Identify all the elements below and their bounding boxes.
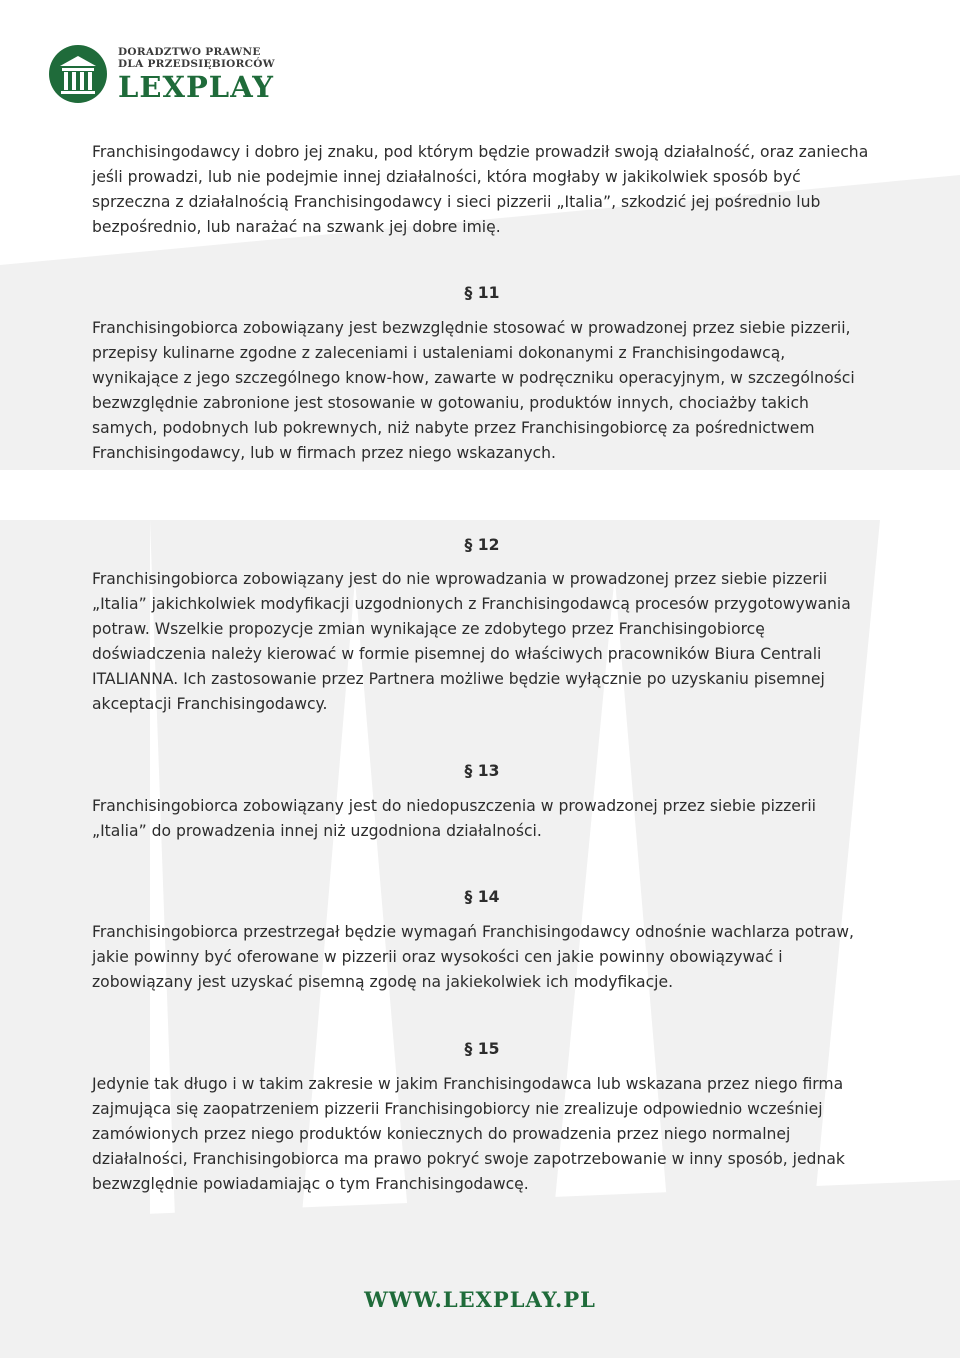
logo-tagline-2: DLA PRZEDSIĘBIORCÓW — [118, 58, 275, 70]
section-13-paragraph: Franchisingobiorca zobowiązany jest do niedopuszczenia w prowadzonej przez siebie pizzerii „Italia” do prowadzenia innej niż uzgodniona działalności. — [92, 797, 816, 840]
section-15-block — [92, 1072, 872, 1197]
section-15-heading — [92, 1039, 872, 1058]
section-heading-text: § 12 — [464, 536, 500, 554]
section-12-paragraph: Franchisingobiorca zobowiązany jest do nie wprowadzania w prowadzonej przez siebie pizzerii „Italia” jakichkolwiek modyfikacji uzgodnionych z Franchisingodawcą procesów przygotowywania potraw. Wszelkie propozycje zmian wynikające ze zdobytego przez Franchisingobiorcę doświadczenia należy kierować w formie pisemnej do właściwych pracowników Biura Centrali ITALIANNA. Ich zastosowanie przez Partnera możliwe będzie wyłącznie po uzyskaniu pisemnej akceptacji Franchisingodawcy. — [92, 570, 851, 713]
columns-logo-icon — [48, 44, 108, 104]
section-11-block — [92, 316, 872, 466]
section-13-block — [92, 794, 872, 844]
logo-text — [118, 46, 275, 102]
section-heading-text: § 14 — [464, 888, 500, 906]
section-12-block — [92, 567, 872, 717]
section-14-heading — [92, 887, 872, 906]
section-11-heading — [92, 283, 872, 302]
section-11-paragraph: Franchisingobiorca zobowiązany jest bezwzględnie stosować w prowadzonej przez siebie pizzerii, przepisy kulinarne zgodne z zaleceniami i ustaleniami dokonanymi z Franchisingodawcą, wynikające z jego szczególnego know-how, zawarte w podręczniku operacyjnym, w szczególności bezwzględnie zabronione jest stosowanie w gotowaniu, produktów innych, chociażby takich samych, podobnych lub pokrewnych, niż nabyte przez Franchisingobiorcę za pośrednictwem Franchisingodawcy, lub w firmach przez niego wskazanych. — [92, 319, 855, 462]
section-heading-text: § 13 — [464, 762, 500, 780]
section-14-paragraph: Franchisingobiorca przestrzegał będzie wymagań Franchisingodawcy odnośnie wachlarza potraw, jakie powinny być oferowane w pizzerii oraz wysokości cen jakie powinny obowiązywać i zobowiązany jest uzyskać pisemną zgodę na jakiekolwiek ich modyfikacje. — [92, 923, 854, 991]
logo-tagline-1: DORADZTWO PRAWNE — [118, 46, 261, 58]
header-logo — [48, 44, 275, 104]
section-heading-text: § 11 — [464, 284, 500, 302]
intro-paragraph: Franchisingodawcy i dobro jej znaku, pod którym będzie prowadził swoją działalność, oraz zaniecha jeśli prowadzi, lub nie podejmie innej działalności, która mogłaby w jakikolwiek sposób być sprzeczna z działalnością Franchisingodawcy i sieci pizzerii „Italia”, szkodzić jej pośrednio lub bezpośrednio, lub narażać na szwank jej dobre imię. — [92, 143, 869, 236]
section-13-heading — [92, 761, 872, 780]
section-heading-text: § 15 — [464, 1040, 500, 1058]
section-14-block — [92, 920, 872, 995]
intro-block — [92, 140, 872, 240]
logo-name: LEXPLAY — [118, 70, 274, 104]
section-15-paragraph: Jedynie tak długo i w takim zakresie w jakim Franchisingodawca lub wskazana przez niego firma zajmująca się zaopatrzeniem pizzerii Franchisingobiorcy nie zrealizuje odpowiednio wcześniej zamówionych przez niego produktów koniecznych do prowadzenia przez niego normalnej działalności, Franchisingobiorca ma prawo pokryć swoje zapotrzebowanie w inny sposób, jednak bezwzględnie powiadamiając o tym Franchisingodawcę. — [92, 1075, 845, 1193]
footer-website-link[interactable]: WWW.LEXPLAY.PL — [364, 1287, 596, 1312]
section-12-heading — [92, 535, 872, 554]
